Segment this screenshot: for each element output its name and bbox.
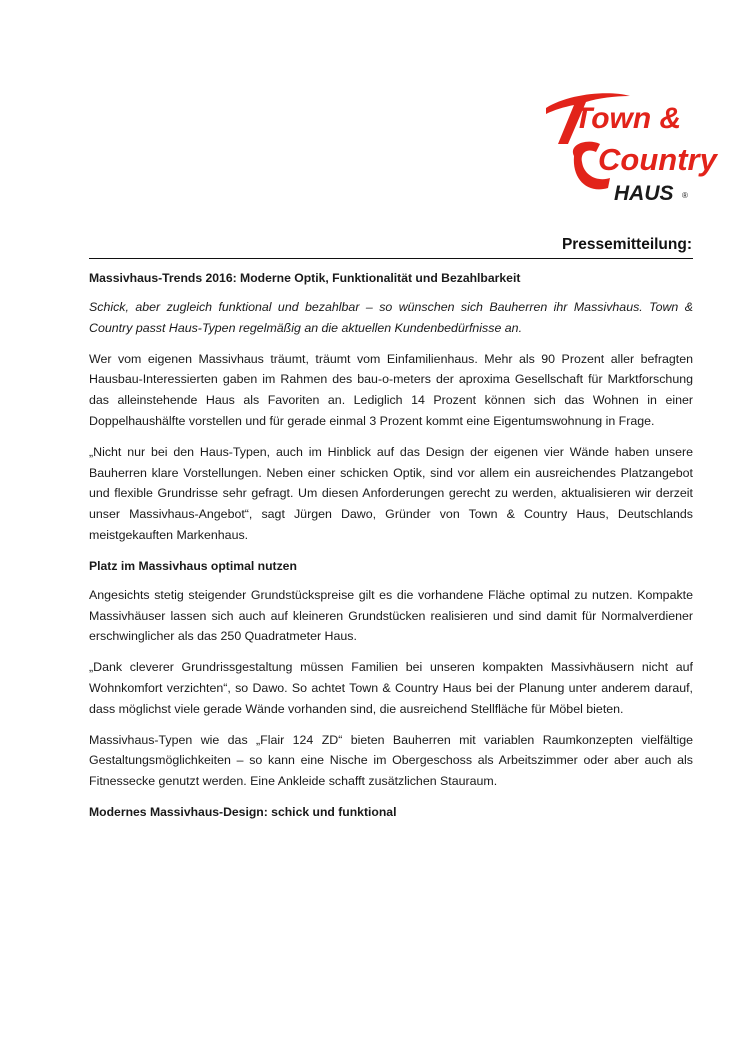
paragraph-3: Angesichts stetig steigender Grundstückspreise gilt es die vorhandene Fläche optimal zu nutzen. Kompakte Massivhäuser lassen sich auch auf kleineren Grundstücken realisieren und sind damit für Normalverdiener erschwinglicher als das 250 Quadratmeter Haus. (89, 587, 693, 644)
paragraph-2: „Nicht nur bei den Haus-Typen, auch im Hinblick auf das Design der eigenen vier Wände haben unsere Bauherren klare Vorstellungen. Neben einer schicken Optik, sind vor allem ein ausreichendes Platzangebot und flexible Grundrisse sehr gefragt. Um diesen Anforderungen gerecht zu werden, aktualisieren wir derzeit unser Massivhaus-Angebot“, sagt Jürgen Dawo, Gründer von Town & Country Haus, Deutschlands meistgekauften Markenhaus. (89, 444, 693, 542)
article-lead: Schick, aber zugleich funktional und bezahlbar – so wünschen sich Bauherren ihr Massivhaus. Town & Country passt Haus-Typen regelmäßig an die aktuellen Kundenbedürfnisse an. (89, 300, 693, 335)
logo-line2: Country (598, 142, 717, 177)
subheading-2: Modernes Massivhaus-Design: schick und funktional (89, 804, 397, 819)
logo-line3: HAUS (614, 182, 674, 205)
press-release-title: Pressemitteilung: (561, 236, 692, 253)
article-headline: Massivhaus-Trends 2016: Moderne Optik, Funktionalität und Bezahlbarkeit (89, 271, 521, 285)
paragraph-5: Massivhaus-Typen wie das „Flair 124 ZD“ bieten Bauherren mit variablen Raumkonzepten vielfältige Gestaltungsmöglichkeiten – so kann eine Nische im Obergeschoss als Arbeitszimmer oder aber auch als Fitnessecke genutzt werden. Eine Ankleide schafft zusätzlichen Stauraum. (89, 732, 693, 789)
article-body (89, 268, 693, 831)
logo-graphic (538, 86, 717, 208)
header-rule (89, 236, 693, 259)
town-country-haus-logo (538, 86, 717, 208)
registered-mark: ® (682, 191, 688, 200)
paragraph-1: Wer vom eigenen Massivhaus träumt, träumt vom Einfamilienhaus. Mehr als 90 Prozent aller befragten Hausbau-Interessierten gaben im Rahmen des bau-o-meters der aproxima Gesellschaft für Marktforschung das alleinstehende Haus als Favoriten an. Lediglich 14 Prozent können sich das Wohnen in einer Doppelhaushälfte vorstellen und für gerade einmal 3 Prozent kommt eine Eigentumswohnung in Frage. (89, 351, 693, 428)
paragraph-4: „Dank cleverer Grundrissgestaltung müssen Familien bei unseren kompakten Massivhäusern nicht auf Wohnkomfort verzichten“, so Dawo. So achtet Town & Country Haus bei der Planung unter anderem darauf, dass möglichst viele gerade Wände vorhanden sind, die ausreichend Stellfläche für Möbel bieten. (89, 660, 693, 716)
logo-line1: Town & (574, 102, 682, 135)
subheading-1: Platz im Massivhaus optimal nutzen (89, 558, 297, 573)
